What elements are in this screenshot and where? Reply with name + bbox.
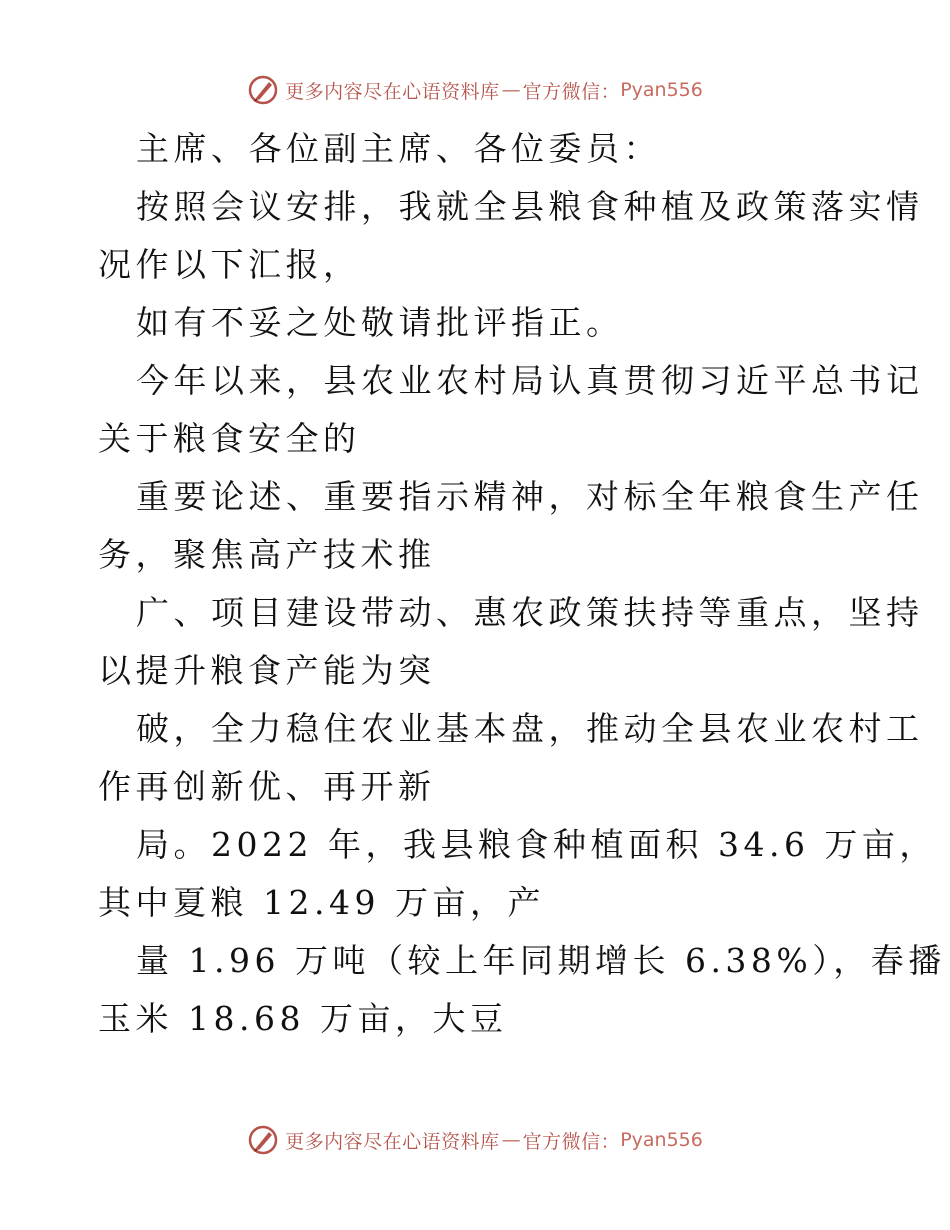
text-line: 关于粮食安全的 <box>98 419 361 458</box>
watermark-label: 官方微信： <box>522 1130 621 1153</box>
footer-watermark <box>0 1122 950 1158</box>
text-line: 如有不妥之处敬请批评指正。 <box>136 303 624 342</box>
text-line: 主席、各位副主席、各位委员： <box>136 129 661 168</box>
text-line: 今年以来，县农业农村局认真贯彻习近平总书记 <box>136 361 924 400</box>
watermark-site: 更多内容尽在心语资料库 <box>285 80 500 103</box>
text-line: 务，聚焦高产技术推 <box>98 535 436 574</box>
text-line: 玉米 18.68 万亩，大豆 <box>98 999 508 1038</box>
text-line: 破，全力稳住农业基本盘，推动全县农业农村工 <box>136 709 924 748</box>
text-line: 重要论述、重要指示精神，对标全年粮食生产任 <box>136 477 924 516</box>
text-line: 量 1.96 万吨（较上年同期增长 6.38%），春播 <box>136 941 946 980</box>
watermark-dash: — <box>501 1129 521 1151</box>
quill-logo-icon <box>247 74 279 106</box>
watermark-handle: Pyan556 <box>620 79 703 101</box>
text-line: 以提升粮食产能为突 <box>98 651 436 690</box>
text-line: 按照会议安排，我就全县粮食种植及政策落实情 <box>136 187 924 226</box>
watermark-site: 更多内容尽在心语资料库 <box>285 1130 500 1153</box>
text-line: 其中夏粮 12.49 万亩，产 <box>98 883 545 922</box>
quill-logo-icon <box>247 1124 279 1156</box>
watermark-handle: Pyan556 <box>620 1129 703 1151</box>
document-body <box>98 120 946 1048</box>
text-line: 广、项目建设带动、惠农政策扶持等重点，坚持 <box>136 593 924 632</box>
watermark-label: 官方微信： <box>522 80 621 103</box>
watermark-dash: — <box>501 79 521 101</box>
text-line: 况作以下汇报， <box>98 245 361 284</box>
text-line: 局。2022 年，我县粮食种植面积 34.6 万亩， <box>136 825 937 864</box>
text-line: 作再创新优、再开新 <box>98 767 436 806</box>
header-watermark <box>0 72 950 108</box>
